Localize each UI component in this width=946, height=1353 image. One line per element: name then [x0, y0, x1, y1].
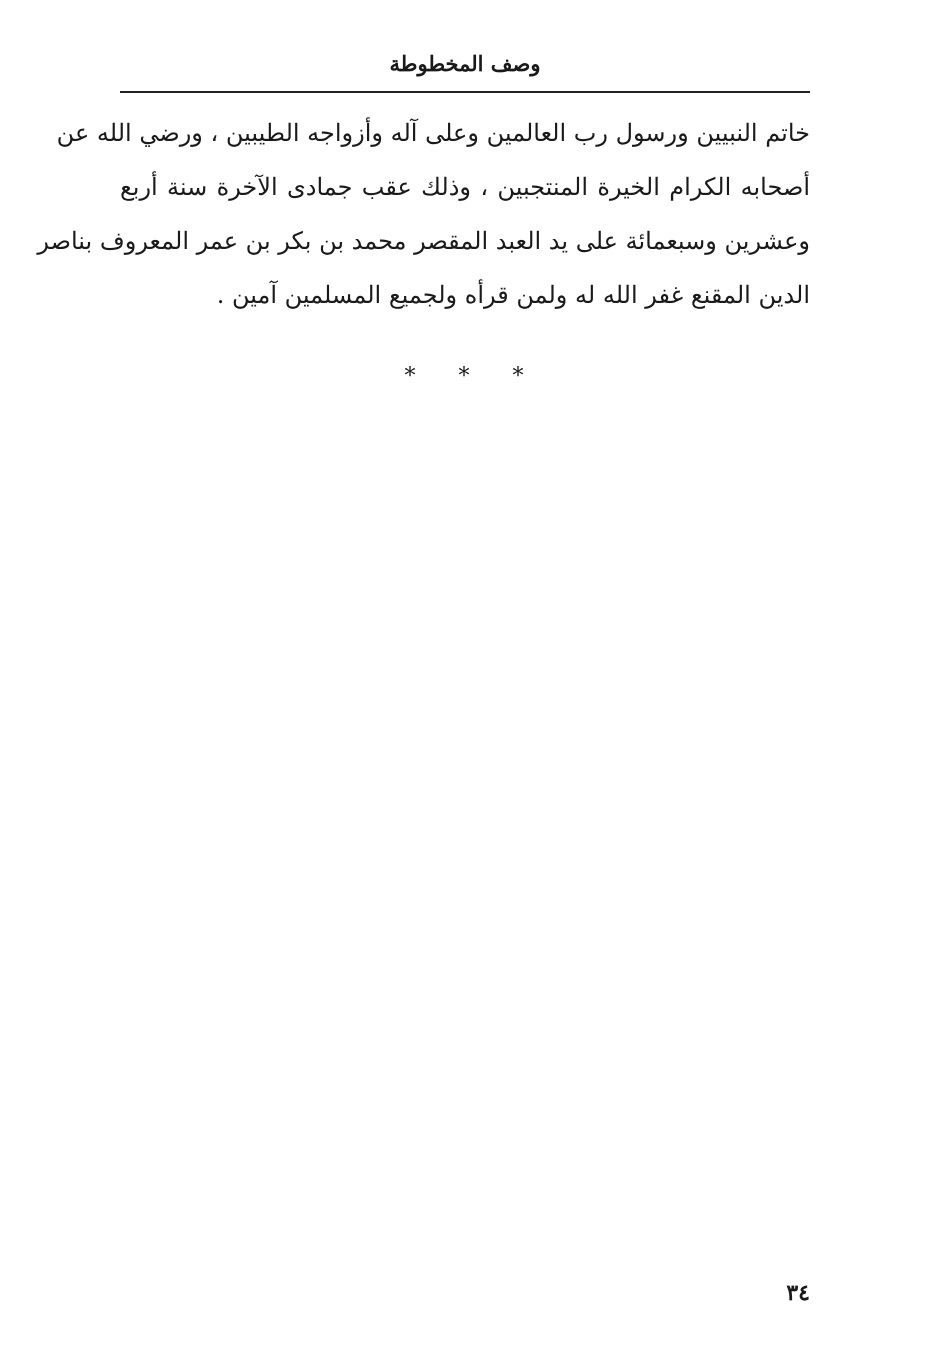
- text-line: الدين المقنع غفر الله له ولمن قرأه ولجميع المسلمين آمين .: [216, 281, 810, 309]
- page-number: ٣٤: [786, 1280, 810, 1306]
- body-paragraph: [37, 106, 810, 322]
- header-rule: [120, 91, 810, 93]
- text-line: أصحابه الكرام الخيرة المنتجبين ، وذلك عقب جمادى الآخرة سنة أربع: [120, 173, 810, 201]
- running-head-title: وصف المخطوطة: [389, 51, 541, 76]
- text-line: وعشرين وسبعمائة على يد العبد المقصر محمد بن بكر بن عمر المعروف بناصر: [37, 227, 810, 255]
- section-separator: * * *: [404, 364, 542, 389]
- text-line: خاتم النبيين ورسول رب العالمين وعلى آله وأزواجه الطيبين ، ورضي الله عن: [56, 119, 810, 147]
